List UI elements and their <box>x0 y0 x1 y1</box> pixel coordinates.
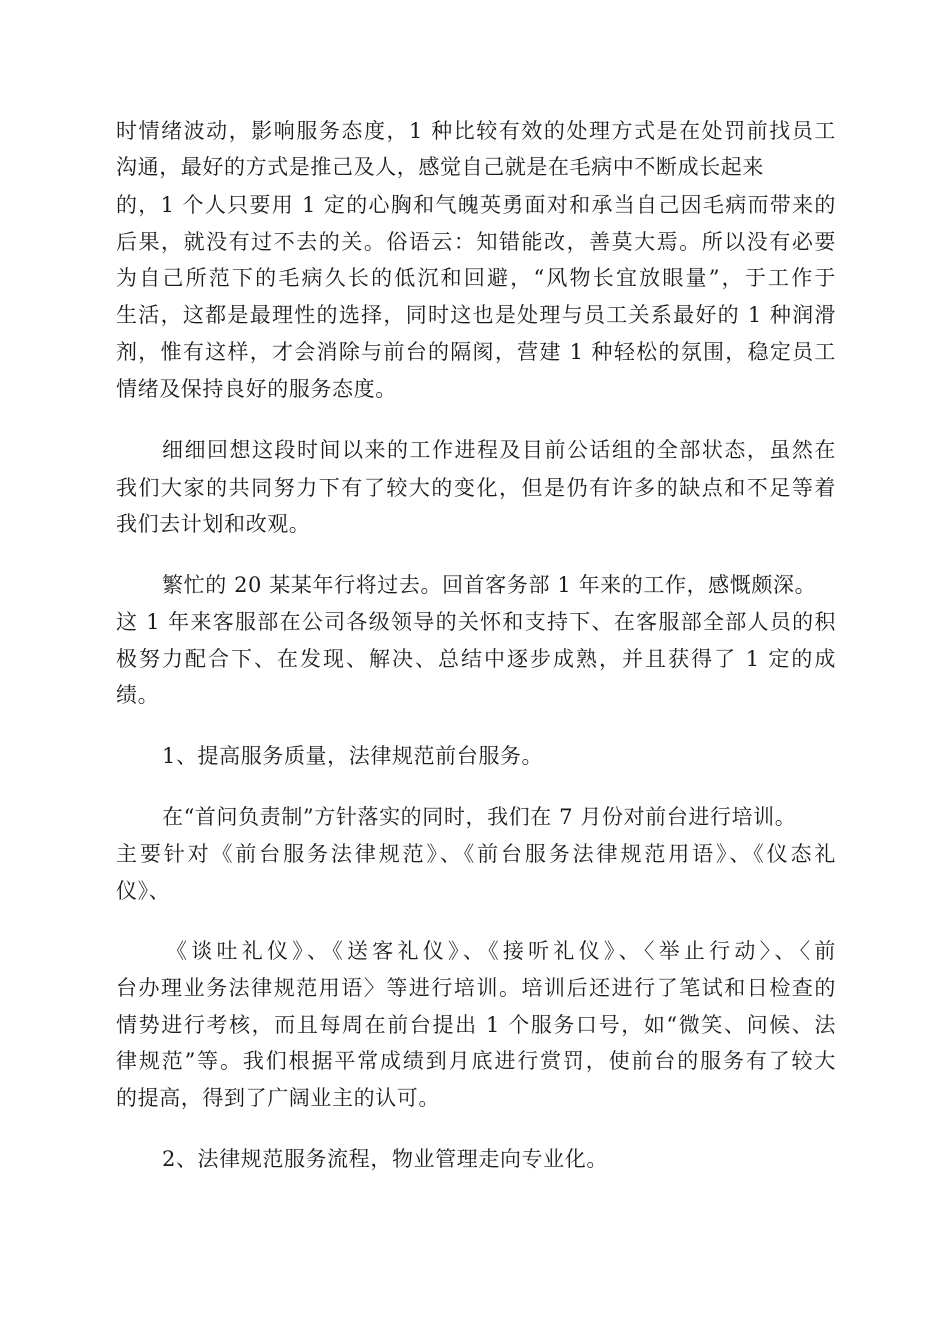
text-line: 主要针对《前台服务法律规范》、《前台服务法律规范用语》、《仪态礼 <box>116 842 836 866</box>
text-line: 绩。 <box>116 683 160 707</box>
text-line: 情绪及保持良好的服务态度。 <box>116 377 397 401</box>
text-line: 为自己所范下的毛病久长的低沉和回避，“风物长宜放眼量”，于工作于 <box>116 266 836 290</box>
text-line: 极努力配合下、在发现、解决、总结中逐步成熟，并且获得了 1 定的成 <box>116 647 836 671</box>
section-heading-1: 1、提高服务质量，法律规范前台服务。 <box>162 744 544 768</box>
text-line: 的提高，得到了广阔业主的认可。 <box>116 1086 440 1110</box>
text-line: 时情绪波动，影响服务态度，1 种比较有效的处理方式是在处罚前找员工 <box>116 119 836 143</box>
text-line: 沟通，最好的方式是推己及人，感觉自己就是在毛病中不断成长起来 <box>116 155 764 179</box>
section-heading-2: 2、法律规范服务流程，物业管理走向专业化。 <box>162 1147 608 1171</box>
text-line: 剂，惟有这样，才会消除与前台的隔阂，营建 1 种轻松的氛围，稳定员工 <box>116 340 836 364</box>
text-line: 这 1 年来客服部在公司各级领导的关怀和支持下、在客服部全部人员的积 <box>116 610 836 634</box>
text-line: 台办理业务法律规范用语〉等进行培训。培训后还进行了笔试和日检查的 <box>116 976 836 1000</box>
text-line: 在“首问负责制”方针落实的同时，我们在 7 月份对前台进行培训。 <box>162 805 797 829</box>
text-line: 我们去计划和改观。 <box>116 512 311 536</box>
text-line: 我们大家的共同努力下有了较大的变化，但是仍有许多的缺点和不足等着 <box>116 476 836 500</box>
text-line: 繁忙的 20 某某年行将过去。回首客务部 1 年来的工作，感慨颇深。 <box>162 573 817 597</box>
text-line: 仪》、 <box>116 879 171 903</box>
text-line: 律规范”等。我们根据平常成绩到月底进行赏罚，使前台的服务有了较大 <box>116 1049 836 1073</box>
text-line: 细细回想这段时间以来的工作进程及目前公话组的全部状态，虽然在 <box>162 438 836 462</box>
text-line: 后果，就没有过不去的关。俗语云：知错能改，善莫大焉。所以没有必要 <box>116 230 836 254</box>
text-line: 情势进行考核，而且每周在前台提出 1 个服务口号，如“微笑、问候、法 <box>116 1013 836 1037</box>
text-line: 《谈吐礼仪》、《送客礼仪》、《接听礼仪》、〈举止行动〉、〈前 <box>166 939 836 963</box>
text-line: 生活，这都是最理性的选择，同时这也是处理与员工关系最好的 1 种润滑 <box>116 303 836 327</box>
text-line: 的，1 个人只要用 1 定的心胸和气魄英勇面对和承当自己因毛病而带来的 <box>116 193 836 217</box>
